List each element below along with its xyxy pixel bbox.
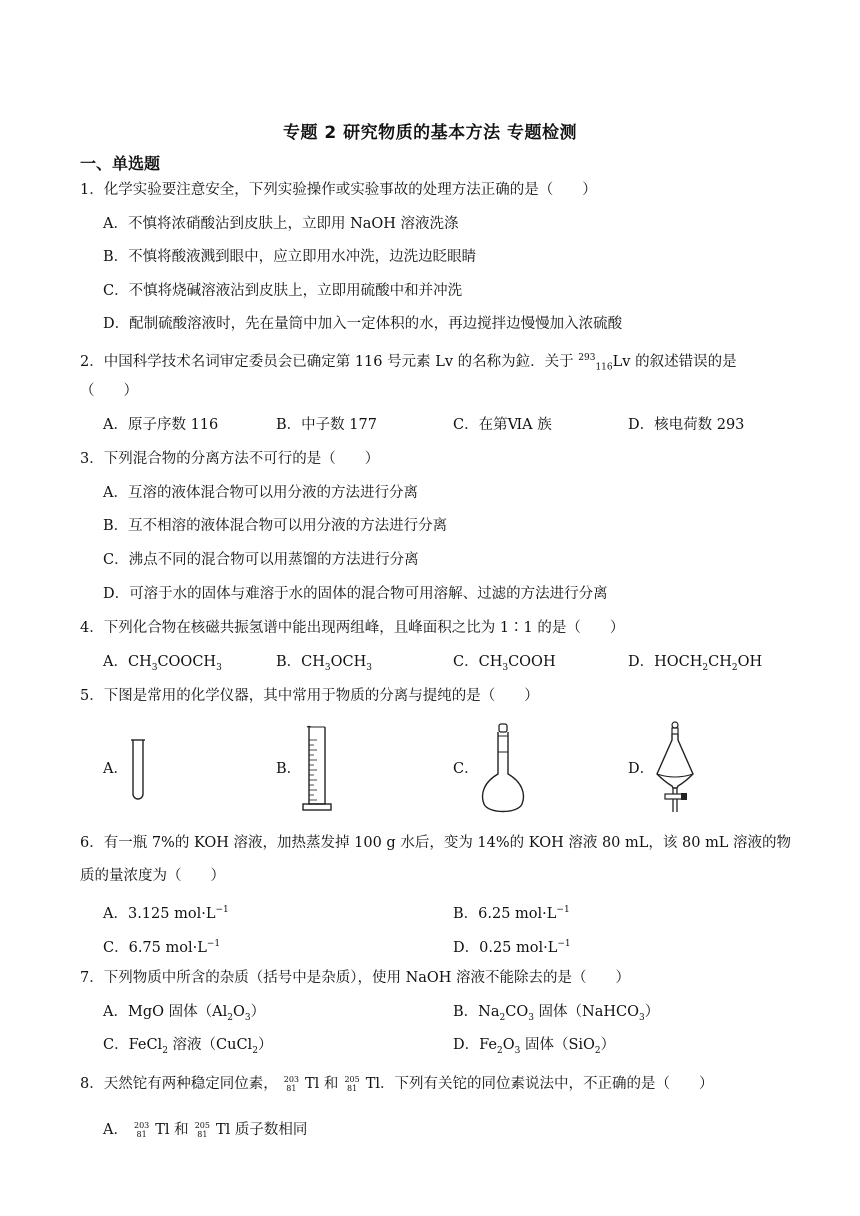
question-5-stem: 5．下图是常用的化学仪器，其中常用于物质的分离与提纯的是（ ） [80,688,539,704]
question-7-option-d: D．$Fe_2O_3$ 固体（SiO$_2$） [453,1037,616,1056]
question-6-stem-cont: 质的量浓度为（ ） [80,868,225,884]
question-2-option-c: C．在第ⅥA 族 [453,417,552,433]
question-2-option-a: A．原子序数 116 [103,417,219,433]
test-tube-icon [128,738,148,804]
question-4-option-d: D．$HOCH_2CH_2OH$ [628,654,763,673]
question-8-stem: 8．天然铊有两种稳定同位素， 203 81 Tl 和 205 81 Tl．下列有关铊的同位素说法中，不正确的是（ ） [80,1075,714,1093]
question-7-option-a: A．MgO 固体$(Al_2O_3)$ [103,1004,266,1023]
question-4-stem: 4．下列化合物在核磁共振氢谱中能出现两组峰，且峰面积之比为 1∶1 的是（ ） [80,620,625,636]
question-2-option-b: B．中子数 177 [276,417,377,433]
separatory-funnel-icon [653,720,697,816]
question-2-option-d: D．核电荷数 293 [628,417,745,433]
question-5-option-b: B． [276,761,302,777]
question-4-option-c: C．$CH_3COOH$ [453,654,556,673]
isotope-notation: 205 81 [194,1121,210,1139]
isotope-atomic-number: 116 [595,362,613,373]
question-1-option-a: A．不慎将浓硝酸沾到皮肤上，立即用 NaOH 溶液洗涤 [103,216,459,232]
question-5-option-c: C． [453,761,479,777]
question-3-stem: 3．下列混合物的分离方法不可行的是（ ） [80,451,380,467]
question-2-stem-cont: （ ） [80,383,138,399]
question-3-option-a: A．互溶的液体混合物可以用分液的方法进行分离 [103,485,418,501]
isotope-notation: 205 81 [344,1075,360,1093]
graduated-cylinder-icon [300,724,334,816]
question-7-stem: 7．下列物质中所含的杂质（括号中是杂质），使用 NaOH 溶液不能除去的是（ ） [80,970,631,986]
question-5-option-d: D． [628,761,655,777]
question-1-stem: 1．化学实验要注意安全，下列实验操作或实验事故的处理方法正确的是（ ） [80,182,597,198]
question-6-option-b: B．6.25 $mol\cdot L^{-1}$ [453,905,570,922]
question-7-option-b: B．$Na_2CO_3$ 固体（NaHCO$_3$） [453,1004,660,1023]
question-6-option-a: A．3.125 $mol\cdot L^{-1}$ [103,905,229,922]
isotope-notation: 203 81 [133,1121,150,1139]
question-2-stem: 2．中国科学技术名词审定委员会已确定第 116 号元素 Lv 的名称为鉝．关于 $^{293}_{116}$Lv 的叙述错误的是 [80,353,737,373]
question-6-option-d: D．0.25 $mol\cdot L^{-1}$ [453,939,571,956]
question-3-option-b: B．互不相溶的液体混合物可以用分液的方法进行分离 [103,518,448,534]
question-6-stem: 6．有一瓶 7%的 KOH 溶液，加热蒸发掉 100 g 水后，变为 14%的 KOH 溶液 80 mL，该 80 mL 溶液的物 [80,835,792,851]
question-8-option-a: A． 203 81 Tl 和 205 81 Tl 质子数相同 [103,1121,308,1139]
question-1-option-b: B．不慎将酸液溅到眼中，应立即用水冲洗，边洗边眨眼睛 [103,249,477,265]
page-title: 专题 2 研究物质的基本方法 专题检测 [282,123,578,143]
isotope-mass-number: 293 [578,353,596,363]
volumetric-flask-icon [478,722,528,818]
question-1-option-c: C．不慎将烧碱溶液沾到皮肤上，立即用硫酸中和并冲洗 [103,283,463,299]
section-heading: 一、单选题 [80,154,161,173]
question-7-option-c: C．FeCl$_2$ 溶液（CuCl$_2$） [103,1037,273,1056]
isotope-notation: 203 81 [283,1075,300,1093]
question-5-option-a: A． [103,761,128,777]
question-4-option-a: A．$CH_3COOCH_3$ [103,654,222,673]
question-4-option-b: B．$CH_3OCH_3$ [276,654,373,673]
question-6-option-c: C．6.75 $mol\cdot L^{-1}$ [103,939,221,956]
question-1-option-d: D．配制硫酸溶液时，先在量筒中加入一定体积的水，再边搅拌边慢慢加入浓硫酸 [103,316,623,332]
question-3-option-d: D．可溶于水的固体与难溶于水的固体的混合物可用溶解、过滤的方法进行分离 [103,586,608,602]
question-3-option-c: C．沸点不同的混合物可以用蒸馏的方法进行分离 [103,552,419,568]
